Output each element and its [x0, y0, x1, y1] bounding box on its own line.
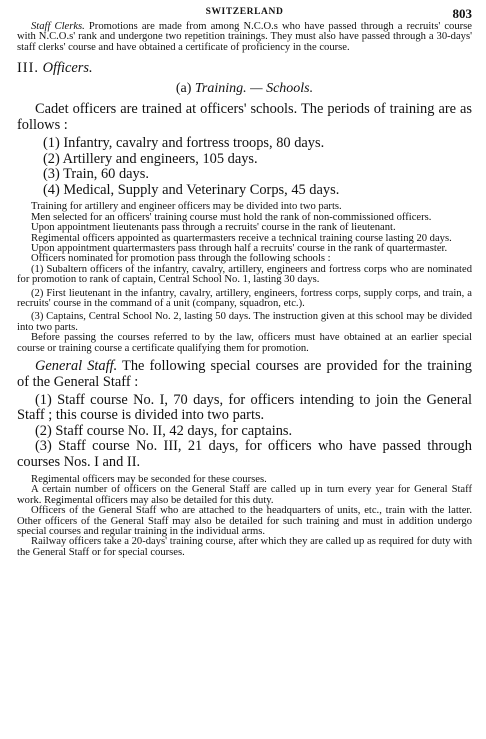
small-paragraph: Upon appointment lieutenants pass through a recruits' course in the rank of lieutenant.	[31, 222, 396, 234]
general-staff-text: The following special courses are provided for the training of the General Staff :	[17, 358, 472, 390]
section-title: Officers.	[42, 60, 93, 77]
page-header	[17, 6, 472, 22]
staff-clerks-text: Promotions are made from among N.C.O.s who have passed through a recruits' course with N.C.O.s' rank and undergone two repetition trainings. They must also have passed through a 30-days' staff clerks' course and have obtained a certificate of proficiency in the course.	[17, 21, 472, 53]
subsection-label: (a)	[175, 81, 192, 97]
closing-paragraph: Railway officers take a 20-days' training course, after which they are called up as required for duty with the General Staff or for special courses.	[17, 536, 472, 558]
running-head: SWITZERLAND	[205, 7, 284, 17]
closing-paragraph: Regimental officers may be seconded for these courses.	[31, 473, 267, 485]
small-paragraph: (3) Captains, Central School No. 2, lasting 50 days. The instruction given at this school may be divided into two parts.	[17, 311, 472, 333]
small-paragraph: Regimental officers appointed as quartermasters receive a technical training course lasting 20 days.	[31, 232, 452, 244]
page-number: 803	[452, 6, 472, 21]
small-paragraph: Training for artillery and engineer officers may be divided into two parts.	[31, 201, 342, 213]
small-paragraph: Upon appointment quartermasters pass through half a recruits' course in the rank of quartermaster.	[31, 243, 448, 255]
staff-clerks-paragraph	[17, 22, 472, 53]
staff-course-item: (2) Staff course No. II, 42 days, for captains.	[35, 422, 293, 439]
closing-paragraph: A certain number of officers on the General Staff are called up in turn every year for General Staff work. Regimental officers may also be detailed for this duty.	[17, 484, 472, 506]
list-item: (1) Infantry, cavalry and fortress troops, 80 days.	[43, 135, 325, 152]
small-paragraph: Officers nominated for promotion pass through the following schools :	[31, 253, 331, 265]
small-paragraph: (1) Subaltern officers of the infantry, cavalry, artillery, engineers and fortress corps who are nominated for promotion to rank of captain, Central School No. 1, lasting 30 days.	[17, 263, 472, 286]
list-item: (2) Artillery and engineers, 105 days.	[43, 150, 258, 167]
section-number: III.	[17, 60, 39, 77]
general-staff-paragraph	[17, 359, 472, 390]
general-staff-lead: General Staff.	[35, 358, 118, 375]
closing-paragraph: Officers of the General Staff who are attached to the headquarters of units, etc., train with the latter. Other officers of the General Staff may also be detailed for such training and must in addition undergo special courses and regular training in the individual arms.	[17, 505, 472, 537]
staff-course-item: (1) Staff course No. I, 70 days, for officers intending to join the General Staff ; this course is divided into two parts.	[17, 391, 472, 424]
training-periods-list	[17, 136, 472, 198]
list-item: (4) Medical, Supply and Veterinary Corps, 45 days.	[43, 181, 340, 198]
small-paragraph: (2) First lieutenant in the infantry, cavalry, artillery, engineers, fortress corps, supply corps, and train, a recruits' course in the command of a unit (company, squadron, etc.).	[17, 287, 472, 310]
staff-course-item: (3) Staff course No. III, 21 days, for officers who have passed through courses Nos. I and II.	[17, 438, 472, 470]
staff-clerks-lead: Staff Clerks.	[31, 21, 85, 32]
list-item: (3) Train, 60 days.	[43, 166, 149, 183]
subsection-title: Training. — Schools.	[194, 81, 314, 97]
small-paragraph: Men selected for an officers' training course must hold the rank of non-commissioned officers.	[31, 211, 432, 223]
intro-paragraph: Cadet officers are trained at officers' schools. The periods of training are as follows :	[17, 101, 472, 133]
small-paragraph: Before passing the courses referred to by the law, officers must have obtained at an earlier special course or training course a certificate qualifying them for promotion.	[17, 332, 472, 354]
section-heading	[17, 60, 472, 77]
subsection-heading	[17, 81, 472, 97]
